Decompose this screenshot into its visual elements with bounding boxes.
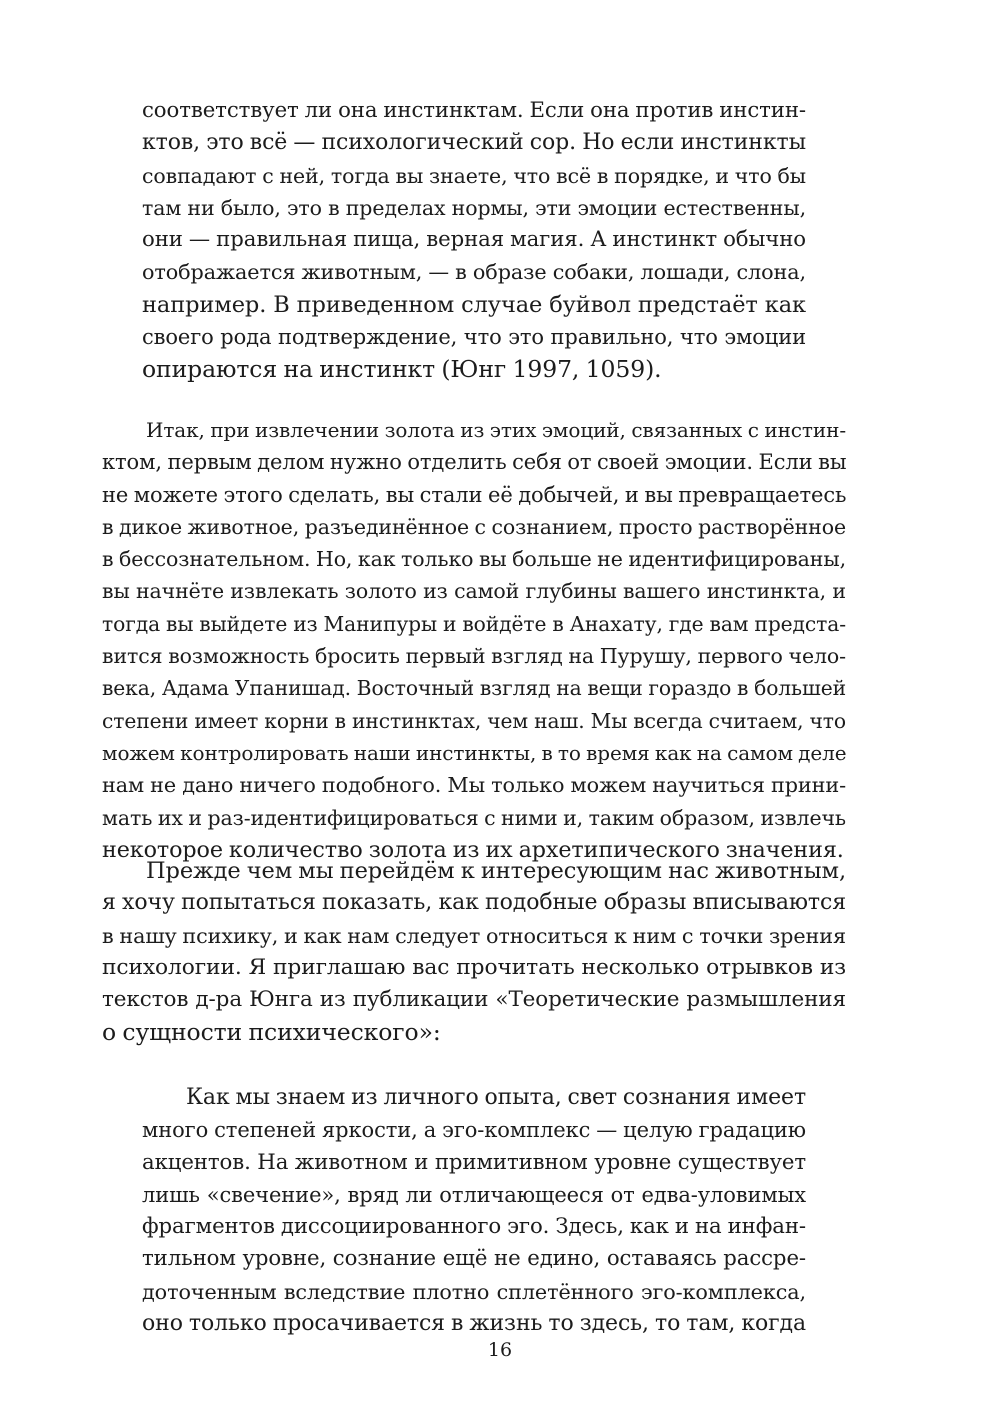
quote-bottom-line: лишь «свечение», вряд ли отличающееся от едва-уловимых [142, 1182, 806, 1207]
paragraph-1-line: тогда вы выйдете из Манипуры и войдёте в Анахату, где вам предста- [102, 611, 846, 636]
quote-bottom-line: оно только просачивается в жизнь то здесь, то там, когда [142, 1311, 806, 1337]
page-number: 16 [487, 1339, 513, 1361]
paragraph-1 [102, 414, 846, 866]
paragraph-1-line: Итак, при извлечении золота из этих эмоций, связанных с инстин- [146, 418, 846, 442]
paragraph-2-line: текстов д-ра Юнга из публикации «Теоретические размышления [102, 987, 846, 1013]
quote-top-line: там ни было, это в пределах нормы, эти эмоции естественны, [142, 195, 806, 220]
quote-top-line: они — правильная пища, верная магия. А инстинкт обычно [142, 227, 806, 253]
quote-top-line: опираются на инстинкт (Юнг 1997, 1059). [142, 355, 662, 384]
block-quote-top [142, 95, 806, 386]
paragraph-2-line: Прежде чем мы перейдём к интересующим нас животным, [146, 858, 846, 884]
paragraph-2-line: в нашу психику, и как нам следует относиться к ним с точки зрения [102, 923, 846, 948]
paragraph-1-line: нам не дано ничего подобного. Мы только можем научиться прини- [102, 773, 846, 798]
quote-top-line: отображается животным, — в образе собаки, лошади, слона, [142, 260, 806, 285]
paragraph-2 [102, 855, 846, 1049]
quote-bottom-line: фрагментов диссоциированного эго. Здесь, как и на инфан- [142, 1214, 806, 1240]
paragraph-1-line: можем контролировать наши инстинкты, в то время как на самом деле [102, 740, 847, 765]
paragraph-2-line: я хочу попытаться показать, как подобные образы вписываются [102, 890, 846, 916]
quote-bottom-line: доточенным вследствие плотно сплетённого эго-комплекса, [142, 1279, 806, 1304]
paragraph-2-line: психологии. Я приглашаю вас прочитать несколько отрывков из [102, 954, 846, 980]
quote-top-line: ктов, это всё — психологический сор. Но если инстинкты [142, 130, 806, 156]
quote-bottom-line: много степеней яркости, а эго-комплекс — целую градацию [142, 1118, 806, 1143]
paragraph-1-line: ктом, первым делом нужно отделить себя от своей эмоции. Если вы [102, 450, 847, 475]
quote-top-line: соответствует ли она инстинктам. Если она против инстин- [142, 98, 806, 123]
quote-top-line: совпадают с ней, тогда вы знаете, что всё в порядке, и что бы [142, 163, 806, 188]
quote-top-line: своего рода подтверждение, что это правильно, что эмоции [142, 325, 806, 350]
quote-bottom-line: Как мы знаем из личного опыта, свет сознания имеет [186, 1085, 807, 1110]
paragraph-1-line: степени имеет корни в инстинктах, чем наш. Мы всегда считаем, что [102, 708, 846, 733]
paragraph-1-line: в дикое животное, разъединённое с сознанием, просто растворённое [102, 514, 846, 539]
quote-bottom-line: акцентов. На животном и примитивном уровне существует [142, 1149, 806, 1175]
paragraph-1-line: вы начнёте извлекать золото из самой глубины вашего инстинкта, и [102, 579, 846, 604]
paragraph-1-line: в бессознательном. Но, как только вы больше не идентифицированы, [102, 547, 846, 572]
paragraph-2-line: о сущности психического»: [102, 1018, 441, 1047]
paragraph-1-line: некоторое количество золота из их архетипического значения. [102, 836, 844, 863]
paragraph-1-line: мать их и раз-идентифицироваться с ними и, таким образом, извлечь [102, 805, 846, 830]
block-quote-bottom [142, 1082, 806, 1340]
paragraph-1-line: вится возможность бросить первый взгляд на Пурушу, первого чело- [102, 644, 846, 669]
paragraph-1-line: века, Адама Упанишад. Восточный взгляд на вещи гораздо в большей [102, 676, 846, 701]
paragraph-1-line: не можете этого сделать, вы стали её добычей, и вы превращаетесь [102, 482, 847, 507]
quote-top-line: например. В приведенном случае буйвол предстаёт как [142, 291, 806, 318]
quote-bottom-line: тильном уровне, сознание ещё не едино, оставаясь рассре- [142, 1246, 806, 1272]
